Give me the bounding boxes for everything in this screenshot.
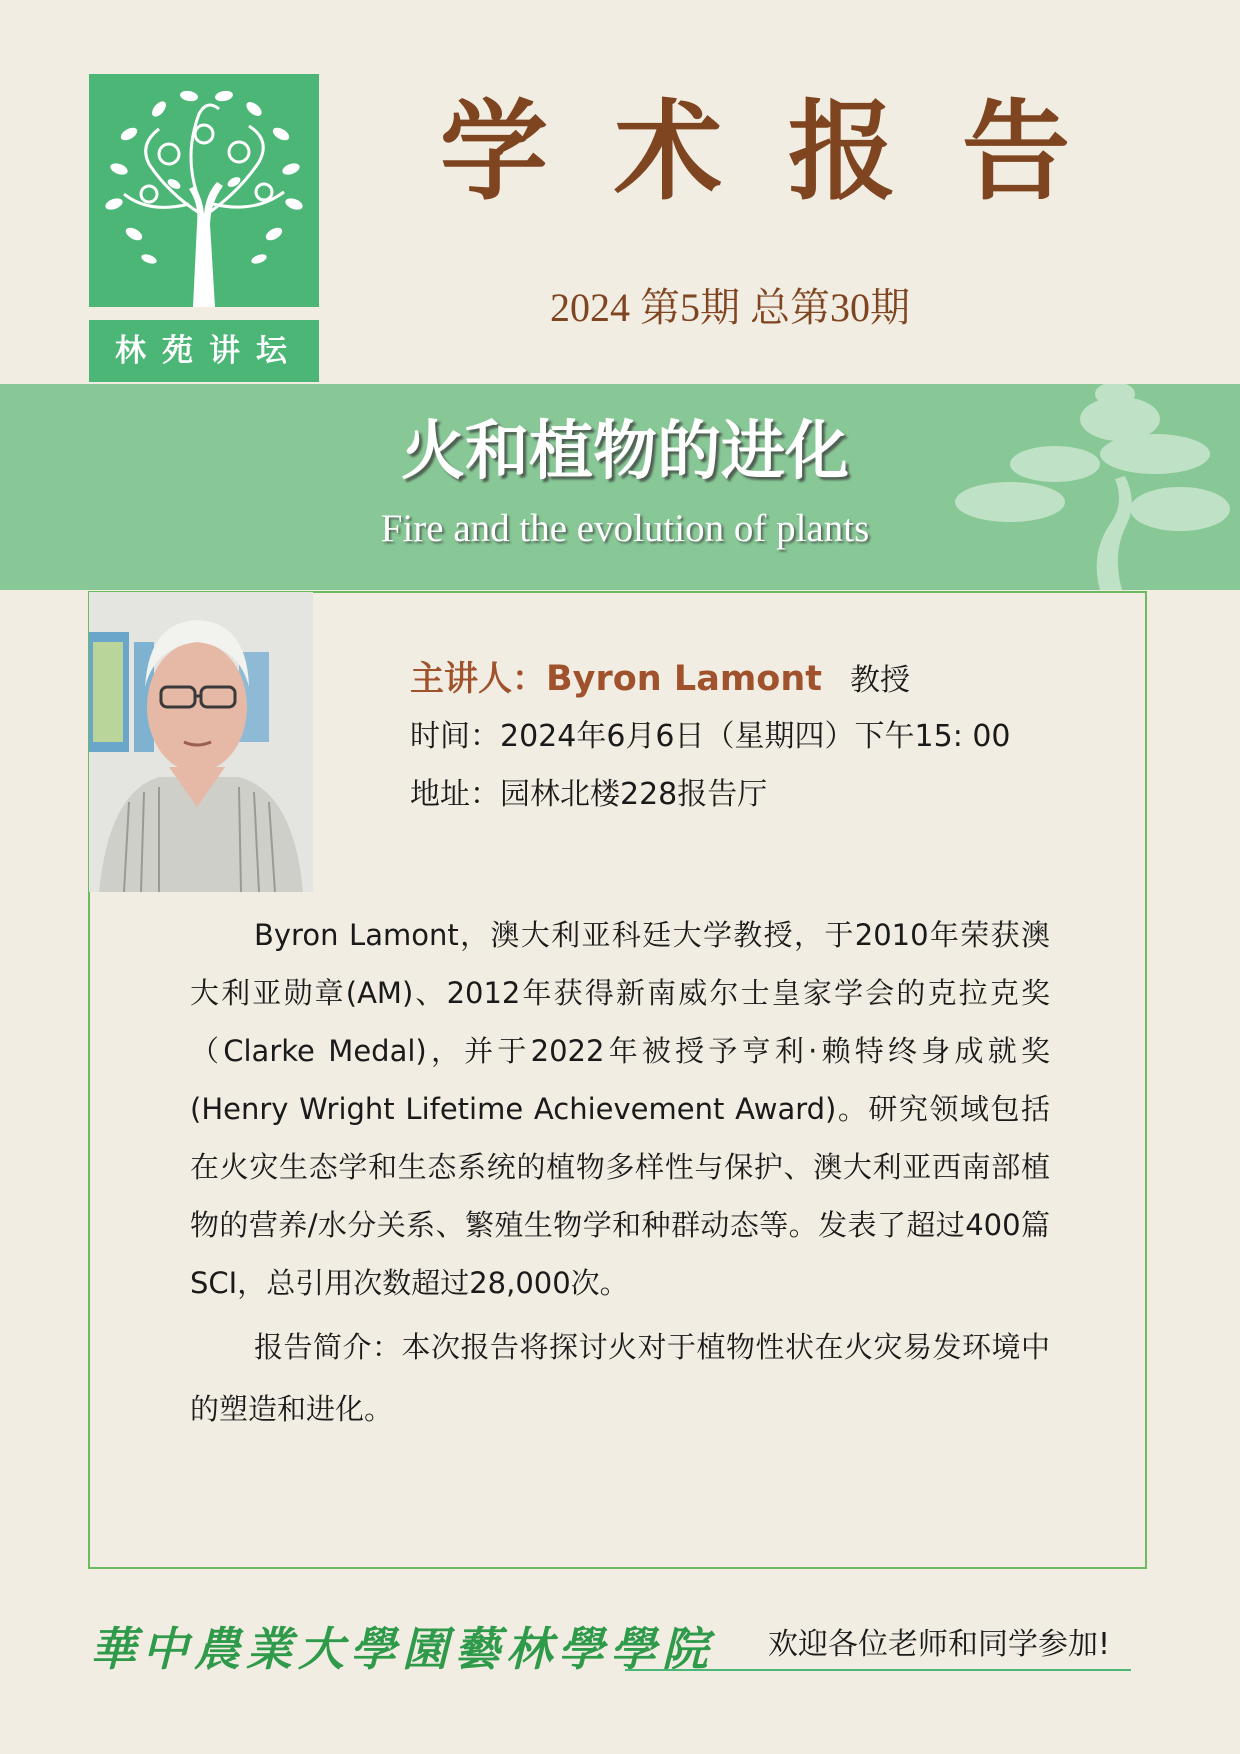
speaker-photo [89, 592, 313, 892]
talk-title-en: Fire and the evolution of plants [380, 507, 870, 550]
forum-logo [89, 74, 319, 307]
bonsai-tree-icon [950, 384, 1240, 590]
page-title: 学术报告 [440, 89, 1137, 215]
speaker-bio: Byron Lamont，澳大利亚科廷大学教授，于2010年荣获澳大利亚勋章(AM)、2012年获得新南威尔士皇家学会的克拉克奖（Clarke Medal)，并于2022年被授予亨利·赖特终身成就奖(Henry Wright Lifetime Achievement Award)。研究领域包括在火灾生态学和生态系统的植物多样性与保护、澳大利亚西南部植物的营养/水分关系、繁殖生物学和种群动态等。发表了超过400篇SCI，总引用次数超过28,000次。 [190, 918, 1050, 1300]
welcome-message: 欢迎各位老师和同学参加! [768, 1627, 1111, 1662]
talk-time: 时间：2024年6月6日（星期四）下午15: 00 [410, 719, 1011, 754]
title-banner [0, 384, 1240, 590]
speaker-line [410, 654, 1110, 704]
issue-number: 2024 第5期 总第30期 [550, 285, 910, 330]
speaker-title: 教授 [849, 663, 910, 698]
tree-icon [89, 74, 319, 307]
talk-intro: 报告简介：本次报告将探讨火对于植物性状在火灾易发环境中的塑造和进化。 [190, 1330, 1050, 1426]
forum-name: 林苑讲坛 [89, 320, 319, 382]
footer-divider [625, 1669, 1131, 1671]
talk-location: 地址：园林北楼228报告厅 [410, 777, 768, 812]
speaker-name: Byron Lamont [546, 659, 822, 699]
talk-title-cn: 火和植物的进化 [401, 415, 849, 489]
college-name: 華中農業大學園藝林學學院 [90, 1622, 714, 1676]
speaker-label: 主讲人： [410, 659, 546, 699]
